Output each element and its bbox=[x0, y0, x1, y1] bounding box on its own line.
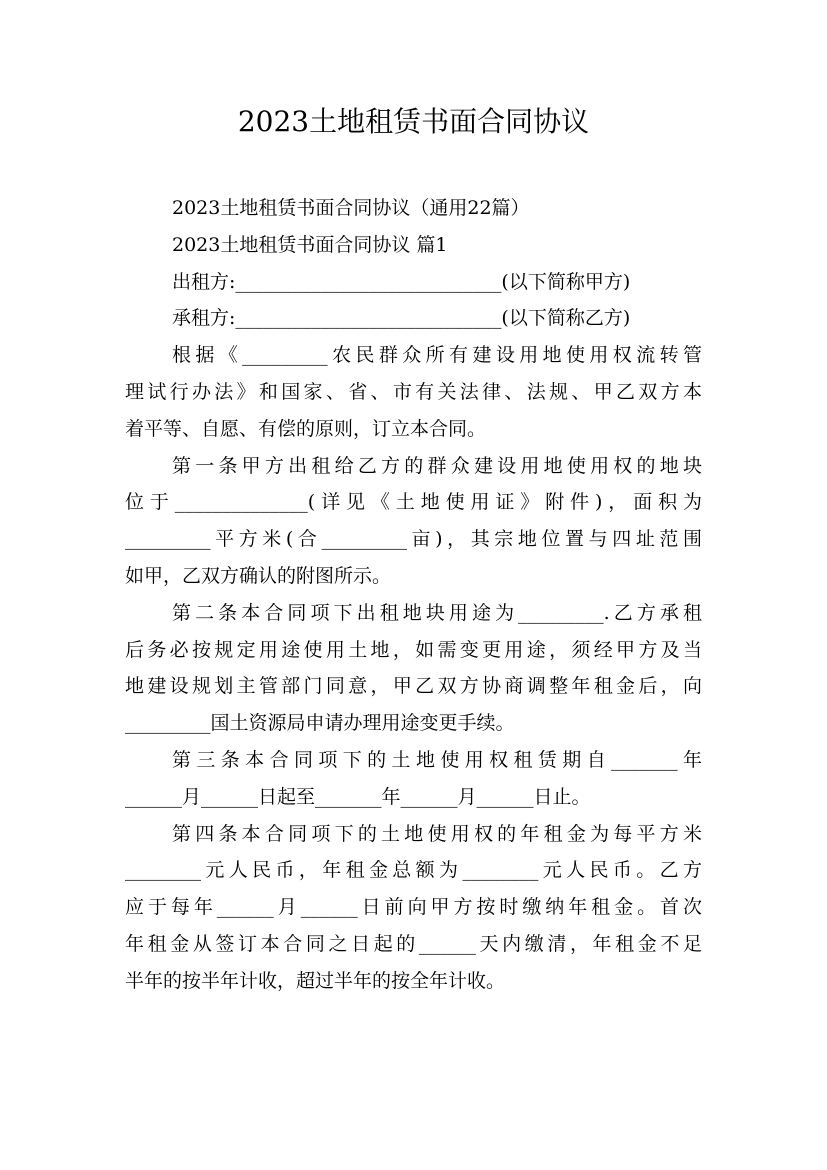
article-3-line: 第三条本合同项下的土地使用权租赁期自_______年 bbox=[172, 748, 702, 771]
subtitle-line: 2023土地租赁书面合同协议（通用22篇） bbox=[172, 197, 530, 219]
paragraph-line: 理试行办法》和国家、省、市有关法律、法规、甲乙双方本 bbox=[125, 380, 702, 403]
article-4-line: 年租金从签订本合同之日起的______天内缴清，年租金不足 bbox=[125, 932, 702, 955]
lessee-line: 承租方:____________________________(以下简称乙方) bbox=[172, 307, 631, 330]
article-2-line: _________国土资源局申请办理用途变更手续。 bbox=[125, 712, 515, 735]
lessor-line: 出租方:____________________________(以下简称甲方) bbox=[172, 270, 631, 293]
article-2-line: 第二条本合同项下出租地块用途为_________.乙方承租 bbox=[172, 601, 702, 624]
section-heading: 2023土地租赁书面合同协议 篇1 bbox=[172, 233, 448, 256]
article-4-line: 半年的按半年计收，超过半年的按全年计收。 bbox=[125, 969, 506, 992]
article-1-line: 位于______________(详见《土地使用证》附件)，面积为 bbox=[125, 491, 702, 514]
article-1-line: 第一条甲方出租给乙方的群众建设用地使用权的地块 bbox=[172, 454, 702, 477]
article-4-line: 第四条本合同项下的土地使用权的年租金为每平方米 bbox=[172, 822, 702, 845]
document-title: 2023土地租赁书面合同协议 bbox=[237, 105, 590, 138]
paragraph-line: 根据《_________农民群众所有建设用地使用权流转管 bbox=[172, 344, 702, 367]
article-2-line: 后务必按规定用途使用土地，如需变更用途，须经甲方及当 bbox=[125, 638, 702, 661]
article-4-line: 应于每年______月______日前向甲方按时缴纳年租金。首次 bbox=[125, 896, 702, 919]
article-4-line: ________元人民币，年租金总额为________元人民币。乙方 bbox=[125, 859, 702, 882]
article-1-line: _________平方米(合_________亩)，其宗地位置与四址范围 bbox=[125, 528, 702, 551]
document-body bbox=[125, 190, 702, 1000]
article-2-line: 地建设规划主管部门同意，甲乙双方协商调整年租金后，向 bbox=[125, 675, 702, 698]
article-1-line: 如甲，乙双方确认的附图所示。 bbox=[125, 564, 392, 587]
article-3-line: ______月______日起至_______年______月______日止。 bbox=[125, 785, 591, 808]
paragraph-line: 着平等、自愿、有偿的原则，订立本合同。 bbox=[125, 417, 487, 440]
